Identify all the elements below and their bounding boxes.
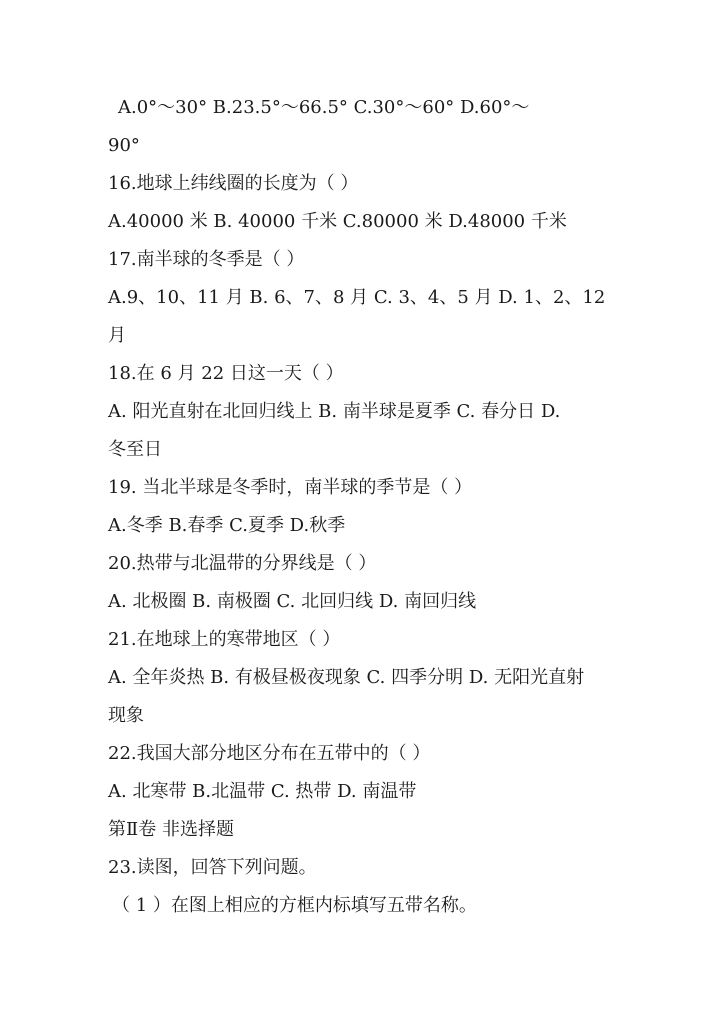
q16-stem: 16.地球上纬线圈的长度为（ ） xyxy=(108,173,359,194)
q18-options: A. 阳光直射在北回归线上 B. 南半球是夏季 C. 春分日 D. xyxy=(108,401,561,422)
q23-part-1: （ 1 ）在图上相应的方框内标填写五带名称。 xyxy=(112,895,477,916)
q17-stem: 17.南半球的冬季是（ ） xyxy=(108,249,305,270)
q18-stem: 18.在 6 月 22 日这一天（ ） xyxy=(108,363,344,384)
q15-options-cont: 90° xyxy=(108,135,140,156)
q23-stem: 23.读图，回答下列问题。 xyxy=(108,857,317,878)
q21-options: A. 全年炎热 B. 有极昼极夜现象 C. 四季分明 D. 无阳光直射 xyxy=(108,667,585,688)
q20-options: A. 北极圈 B. 南极圈 C. 北回归线 D. 南回归线 xyxy=(108,591,477,612)
q16-options: A.40000 米 B. 40000 千米 C.80000 米 D.48000 千米 xyxy=(108,211,567,232)
q22-stem: 22.我国大部分地区分布在五带中的（ ） xyxy=(108,743,431,764)
section-heading: 第Ⅱ卷 非选择题 xyxy=(108,819,234,840)
q18-options-cont: 冬至日 xyxy=(108,439,162,460)
q19-stem: 19. 当北半球是冬季时，南半球的季节是（ ） xyxy=(108,477,473,498)
q17-options-cont: 月 xyxy=(108,325,126,346)
q22-options: A. 北寒带 B.北温带 C. 热带 D. 南温带 xyxy=(108,781,417,802)
q19-options: A.冬季 B.春季 C.夏季 D.秋季 xyxy=(108,515,346,536)
q15-options: A.0°～30° B.23.5°～66.5° C.30°～60° D.60°～ xyxy=(118,97,530,118)
q20-stem: 20.热带与北温带的分界线是（ ） xyxy=(108,553,377,574)
q17-options: A.9、10、11 月 B. 6、7、8 月 C. 3、4、5 月 D. 1、2、12 xyxy=(108,287,606,308)
q21-options-cont: 现象 xyxy=(108,705,144,726)
q21-stem: 21.在地球上的寒带地区（ ） xyxy=(108,629,341,650)
